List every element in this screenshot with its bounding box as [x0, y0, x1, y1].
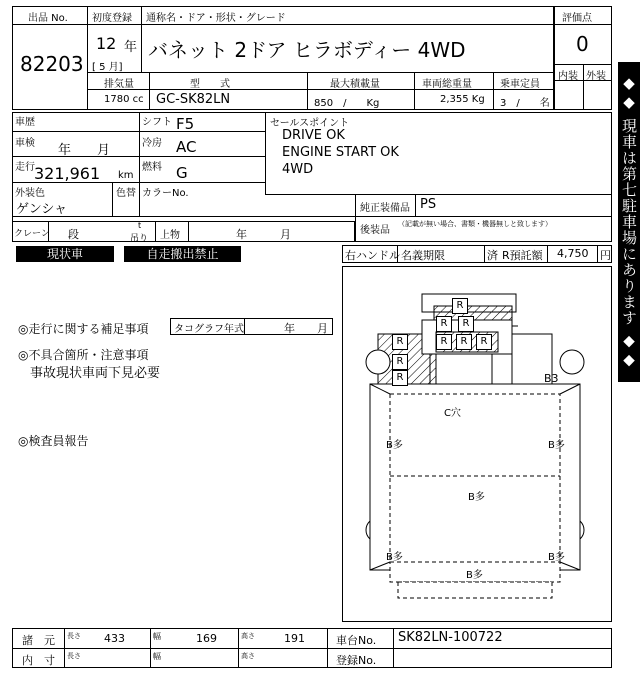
- damage-mark-r: R: [476, 334, 492, 350]
- meigi-deadline-label: 名義期限: [401, 249, 445, 262]
- color-change-label: 色替: [116, 188, 136, 199]
- genuine-equipment-label: 純正装備品: [360, 203, 410, 214]
- chassis-value: SK82LN-100722: [398, 630, 503, 645]
- upper-body-date: 年 月: [236, 228, 291, 241]
- genuine-equipment-value: PS: [420, 197, 437, 212]
- shift-label: シフト: [142, 117, 172, 128]
- ac-value: AC: [176, 138, 197, 156]
- score-label: 評価点: [562, 13, 592, 24]
- sales-point-line-2: ENGINE START OK: [282, 145, 399, 160]
- fuel-label: 燃料: [142, 162, 162, 173]
- model-label: 型 式: [190, 79, 230, 90]
- reg-month: [ 5 月]: [92, 62, 123, 73]
- defect-label: ◎不具合箇所・注意事項: [18, 348, 149, 362]
- max-load-label: 最大積載量: [330, 79, 380, 90]
- handle-side: 右ハンドル: [345, 249, 400, 262]
- inner-height-label: 高さ: [241, 652, 255, 660]
- spec-label: 諸 元: [22, 634, 55, 647]
- crane-ton-label: t: [138, 221, 142, 230]
- meigi-done: 済: [487, 249, 498, 262]
- gross-value: 2,355 Kg: [440, 94, 485, 105]
- height-value: 191: [284, 632, 305, 645]
- damage-c-hole: C穴: [444, 408, 461, 419]
- inner-length-label: 長さ: [67, 652, 81, 660]
- damage-b-right-upper: B多: [548, 440, 565, 451]
- damage-b-left-lower: B多: [386, 552, 403, 563]
- height-label: 高さ: [241, 632, 255, 640]
- car-name: バネット 2ドア ヒラボディー 4WD: [148, 38, 466, 62]
- model-value: GC-SK82LN: [156, 92, 231, 107]
- max-load-value: 850 / Kg: [314, 98, 380, 109]
- damage-b-right-lower: B多: [548, 552, 565, 563]
- shaken-label: 車検: [15, 138, 35, 149]
- sales-point-line-1: DRIVE OK: [282, 128, 345, 143]
- crane-stage-label: 段: [68, 228, 79, 241]
- lot-number: 82203: [20, 52, 84, 76]
- mileage-value: 321,961: [34, 164, 101, 183]
- length-value: 433: [104, 632, 125, 645]
- displacement-value: 1780 cc: [104, 94, 144, 105]
- damage-b-left-upper: B多: [386, 440, 403, 451]
- width-label: 幅: [153, 632, 161, 641]
- damage-mark-r: R: [392, 354, 408, 370]
- name-label: 通称名・ドア・形状・グレード: [146, 13, 286, 24]
- inner-width-label: 幅: [153, 652, 161, 661]
- damage-mark-r: R: [456, 334, 472, 350]
- genjou-badge: 現状車: [16, 246, 114, 262]
- length-label: 長さ: [67, 632, 81, 640]
- first-reg-label: 初度登録: [92, 13, 132, 24]
- fuel-value: G: [176, 164, 188, 182]
- recycle-deposit-label: R預託額: [502, 249, 543, 262]
- crane-row: [12, 221, 355, 242]
- chassis-label: 車台No.: [336, 634, 377, 647]
- color-label: 外装色: [15, 188, 45, 199]
- mileage-label: 走行: [15, 162, 35, 173]
- inspector-report-label: ◎検査員報告: [18, 434, 89, 448]
- damage-b3: B3: [544, 372, 559, 385]
- aftermarket-label: 後装品: [360, 225, 390, 236]
- ac-label: 冷房: [142, 138, 162, 149]
- capacity-label: 乗車定員: [500, 79, 540, 90]
- driving-remarks-label: ◎走行に関する補足事項: [18, 322, 149, 336]
- yen-unit: 円: [600, 249, 611, 262]
- interior-label: 内装: [558, 71, 578, 82]
- shaken-value: 年 月: [58, 143, 111, 158]
- reg-year: 12: [96, 34, 117, 53]
- registration-label: 登録No.: [336, 654, 377, 667]
- capacity-value: 3 / 名: [500, 98, 550, 109]
- crane-label: クレーン: [14, 229, 50, 239]
- sales-point-label: セールスポイント: [270, 118, 350, 129]
- exterior-label: 外装: [586, 71, 606, 82]
- history-label: 車歴: [15, 117, 35, 128]
- width-value: 169: [196, 632, 217, 645]
- damage-mark-r: R: [436, 334, 452, 350]
- score-value: 0: [576, 32, 589, 56]
- crane-lift-label: 吊り: [130, 234, 149, 244]
- sales-point-line-3: 4WD: [282, 162, 314, 177]
- recycle-deposit-value: 4,750: [557, 247, 589, 260]
- gross-label: 車両総重量: [422, 79, 472, 90]
- damage-mark-r: R: [458, 316, 474, 332]
- displacement-label: 排気量: [104, 79, 134, 90]
- tachograph-value: 年 月: [284, 322, 328, 335]
- year-unit: 年: [124, 40, 138, 55]
- damage-mark-r: R: [436, 316, 452, 332]
- damage-mark-r: R: [392, 334, 408, 350]
- aftermarket-note: （記載が無い場合、書類・機器無しと致します）: [398, 220, 552, 228]
- color-code-label: カラーNo.: [142, 188, 189, 199]
- defect-text: 事故現状車両下見必要: [30, 366, 161, 381]
- damage-mark-r: R: [452, 298, 468, 314]
- damage-b-center: B多: [468, 492, 485, 503]
- self-drive-prohibited-badge: 自走搬出禁止: [124, 246, 241, 262]
- upper-body-label: 上物: [160, 230, 180, 241]
- mileage-unit: km: [118, 170, 134, 181]
- tachograph-label: タコグラフ年式: [174, 324, 244, 335]
- parking-location-note: ◆◆ 現車は第七駐車場にあります ◆◆: [618, 62, 640, 382]
- inner-size-label: 内 寸: [22, 654, 55, 667]
- damage-b-rear: B多: [466, 570, 483, 581]
- shift-value: F5: [176, 115, 195, 133]
- color-value: ゲンシャ: [16, 202, 68, 217]
- damage-mark-r: R: [392, 370, 408, 386]
- lot-label: 出品 No.: [28, 13, 68, 24]
